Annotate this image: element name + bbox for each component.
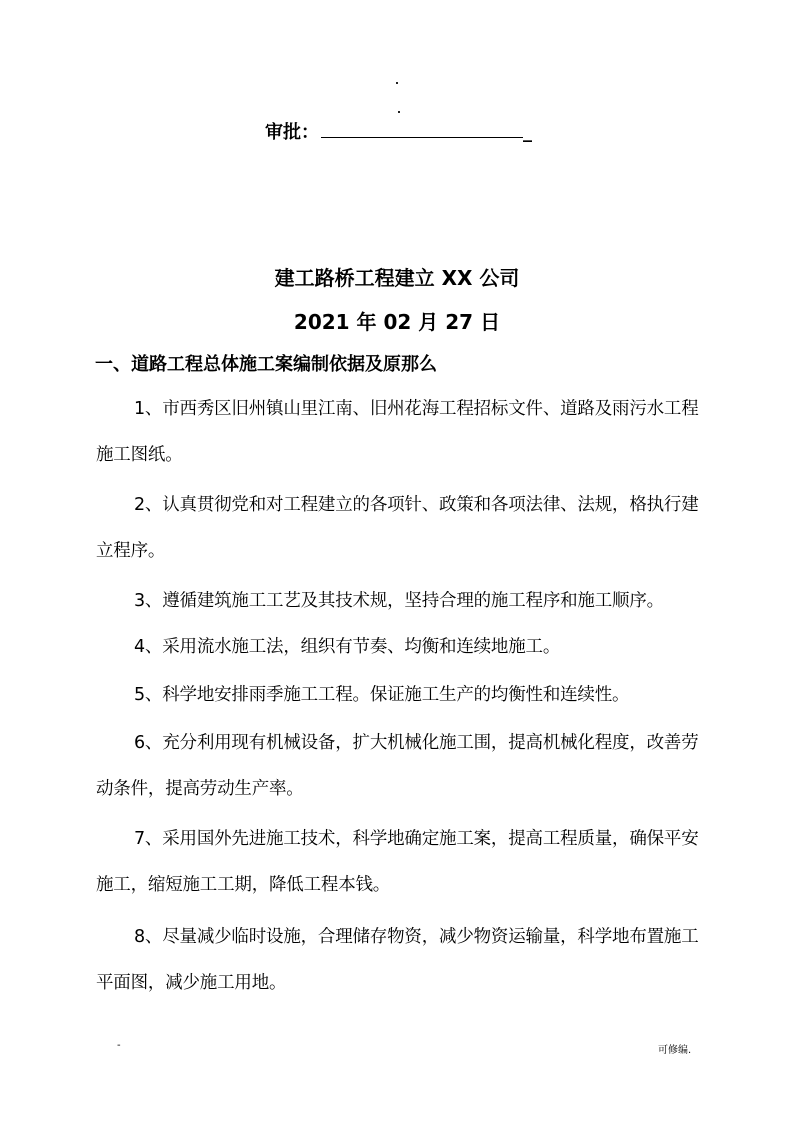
section-heading: 一、道路工程总体施工案编制依据及原那么: [95, 354, 437, 375]
document-date: 2021 年 02 月 27 日: [293, 310, 501, 334]
footer-mark: -: [117, 1040, 121, 1051]
list-item: 5、科学地安排雨季施工工程。保证施工生产的均衡性和连续性。: [134, 685, 630, 705]
scan-dot-top: [396, 82, 398, 84]
approval-label: 审批：: [265, 122, 319, 143]
list-item: 6、充分利用现有机械设备，扩大机械化施工围，提高机械化程度，改善劳动条件，提高劳动生产率。: [96, 733, 699, 799]
list-item: 2、认真贯彻党和对工程建立的各项针、政策和各项法律、法规，格执行建立程序。: [96, 495, 699, 561]
signature-blank: [321, 123, 523, 138]
list-item: 8、尽量减少临时设施，合理储存物资，减少物资运输量，科学地布置施工平面图，减少施工用地。: [96, 927, 699, 993]
list-item: 7、采用国外先进施工技术，科学地确定施工案，提高工程质量，确保平安施工，缩短施工工期，降低工程本钱。: [96, 829, 699, 895]
footer-editable-note: 可修编.: [658, 1045, 692, 1056]
list-item: 4、采用流水施工法，组织有节奏、均衡和连续地施工。: [134, 637, 561, 657]
approval-tail: _: [523, 122, 532, 143]
approval-signature-line: [265, 118, 532, 144]
scan-dot-top-2: [398, 111, 400, 113]
company-title: 建工路桥工程建立 XX 公司: [274, 266, 520, 290]
list-item: 1、市西秀区旧州镇山里江南、旧州花海工程招标文件、道路及雨污水工程施工图纸。: [96, 399, 699, 465]
list-item: 3、遵循建筑施工工艺及其技术规，坚持合理的施工程序和施工顺序。: [134, 591, 664, 611]
